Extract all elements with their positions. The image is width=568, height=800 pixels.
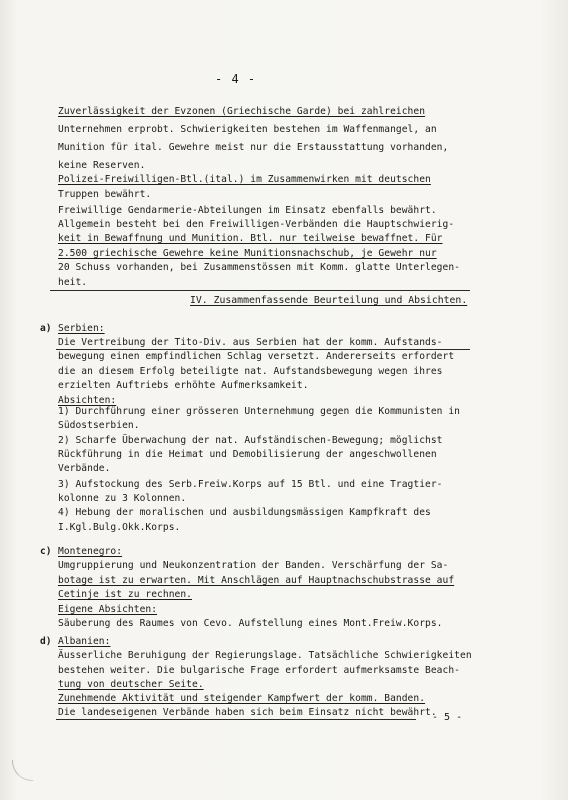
absichten-label: Eigene Absichten: [58, 604, 158, 615]
text-line: Freiwillige Gendarmerie-Abteilungen im Einsatz ebenfalls bewährt. [58, 205, 437, 216]
text-line: Truppen bewährt. [58, 189, 152, 200]
text-line: Verbände. [58, 463, 111, 474]
text-line: Allgemein besteht bei den Freiwilligen-Verbänden die Hauptschwierig- [58, 219, 455, 230]
text-line: bewegung einen empfindlichen Schlag versetzt. Andererseits erfordert [58, 351, 455, 362]
section-marker: d) [40, 636, 52, 647]
section-marker: a) [40, 323, 52, 334]
text-line: 4) Hebung der moralischen und ausbildungsmässigen Kampfkraft des [58, 507, 431, 518]
text-line: kolonne zu 3 Kolonnen. [58, 493, 187, 504]
text-line: I.Kgl.Bulg.Okk.Korps. [58, 522, 181, 533]
text-line: 2) Scharfe Überwachung der nat. Aufständischen-Bewegung; möglichst [58, 435, 443, 446]
underline-rule [56, 719, 416, 720]
absichten-label: Absichten: [58, 395, 117, 406]
text-line: 1) Durchführung einer grösseren Unternehmung gegen die Kommunisten in [58, 406, 460, 417]
text-line: 20 Schuss vorhanden, bei Zusammenstössen mit Komm. glatte Unterlegen- [58, 262, 460, 273]
section-marker: c) [40, 546, 52, 557]
section-title: Serbien: [58, 323, 105, 334]
text-line: 2.500 griechische Gewehre keine Munitionsnachschub, je Gewehr nur [58, 248, 437, 259]
text-line: bestehen weiter. Die bulgarische Frage erfordert aufmerksamste Beach- [58, 665, 460, 676]
text-line: die an diesem Erfolg beteiligte nat. Aufstandsbewegung wegen ihres [58, 366, 443, 377]
next-page-marker: - 5 - [432, 712, 463, 723]
scan-edge-mark [12, 760, 33, 781]
text-line: keine Reserven. [58, 160, 146, 171]
text-line: Polizei-Freiwilligen-Btl.(ital.) im Zusammenwirken mit deutschen [58, 174, 431, 185]
underline-rule [50, 290, 470, 291]
page-number: - 4 - [215, 72, 257, 86]
underline-rule [56, 349, 470, 350]
text-line: erzielten Auftriebs erhöhte Aufmerksamkeit. [58, 380, 309, 391]
text-line: Die landeseigenen Verbände haben sich beim Einsatz nicht bewährt. [58, 707, 437, 718]
text-line: botage ist zu erwarten. Mit Anschlägen auf Hauptnachschubstrasse auf [58, 575, 455, 586]
text-line: Munition für ital. Gewehre meist nur die Erstausstattung vorhanden, [58, 142, 449, 153]
text-line: Die Vertreibung der Tito-Div. aus Serbien hat der komm. Aufstands- [58, 337, 443, 348]
text-line: Zuverlässigkeit der Evzonen (Griechische Garde) bei zahlreichen [58, 106, 426, 117]
section-heading: IV. Zusammenfassende Beurteilung und Absichten. [190, 295, 468, 306]
section-title: Albanien: [58, 636, 111, 647]
text-line: Umgruppierung und Neukonzentration der Banden. Verschärfung der Sa- [58, 560, 449, 571]
section-title: Montenegro: [58, 546, 123, 557]
text-line: Unternehmen erprobt. Schwierigkeiten bestehen im Waffenmangel, an [58, 124, 437, 135]
text-line: 3) Aufstockung des Serb.Freiw.Korps auf 15 Btl. und eine Tragtier- [58, 479, 443, 490]
text-line: keit in Bewaffnung und Munition. Btl. nur teilweise bewaffnet. Für [58, 233, 443, 244]
text-line: Cetinje ist zu rechnen. [58, 589, 192, 600]
text-line: Säuberung des Raumes von Cevo. Aufstellung eines Mont.Freiw.Korps. [58, 618, 443, 629]
text-line: Südostserbien. [58, 420, 140, 431]
text-line: Rückführung in die Heimat und Demobilisierung der angeschwollenen [58, 449, 437, 460]
text-line: tung von deutscher Seite. [58, 679, 204, 690]
text-line: heit. [58, 277, 88, 288]
text-line: Zunehmende Aktivität und steigender Kampfwert der komm. Banden. [58, 693, 426, 704]
text-line: Äusserliche Beruhigung der Regierungslage. Tatsächliche Schwierigkeiten [58, 650, 472, 661]
